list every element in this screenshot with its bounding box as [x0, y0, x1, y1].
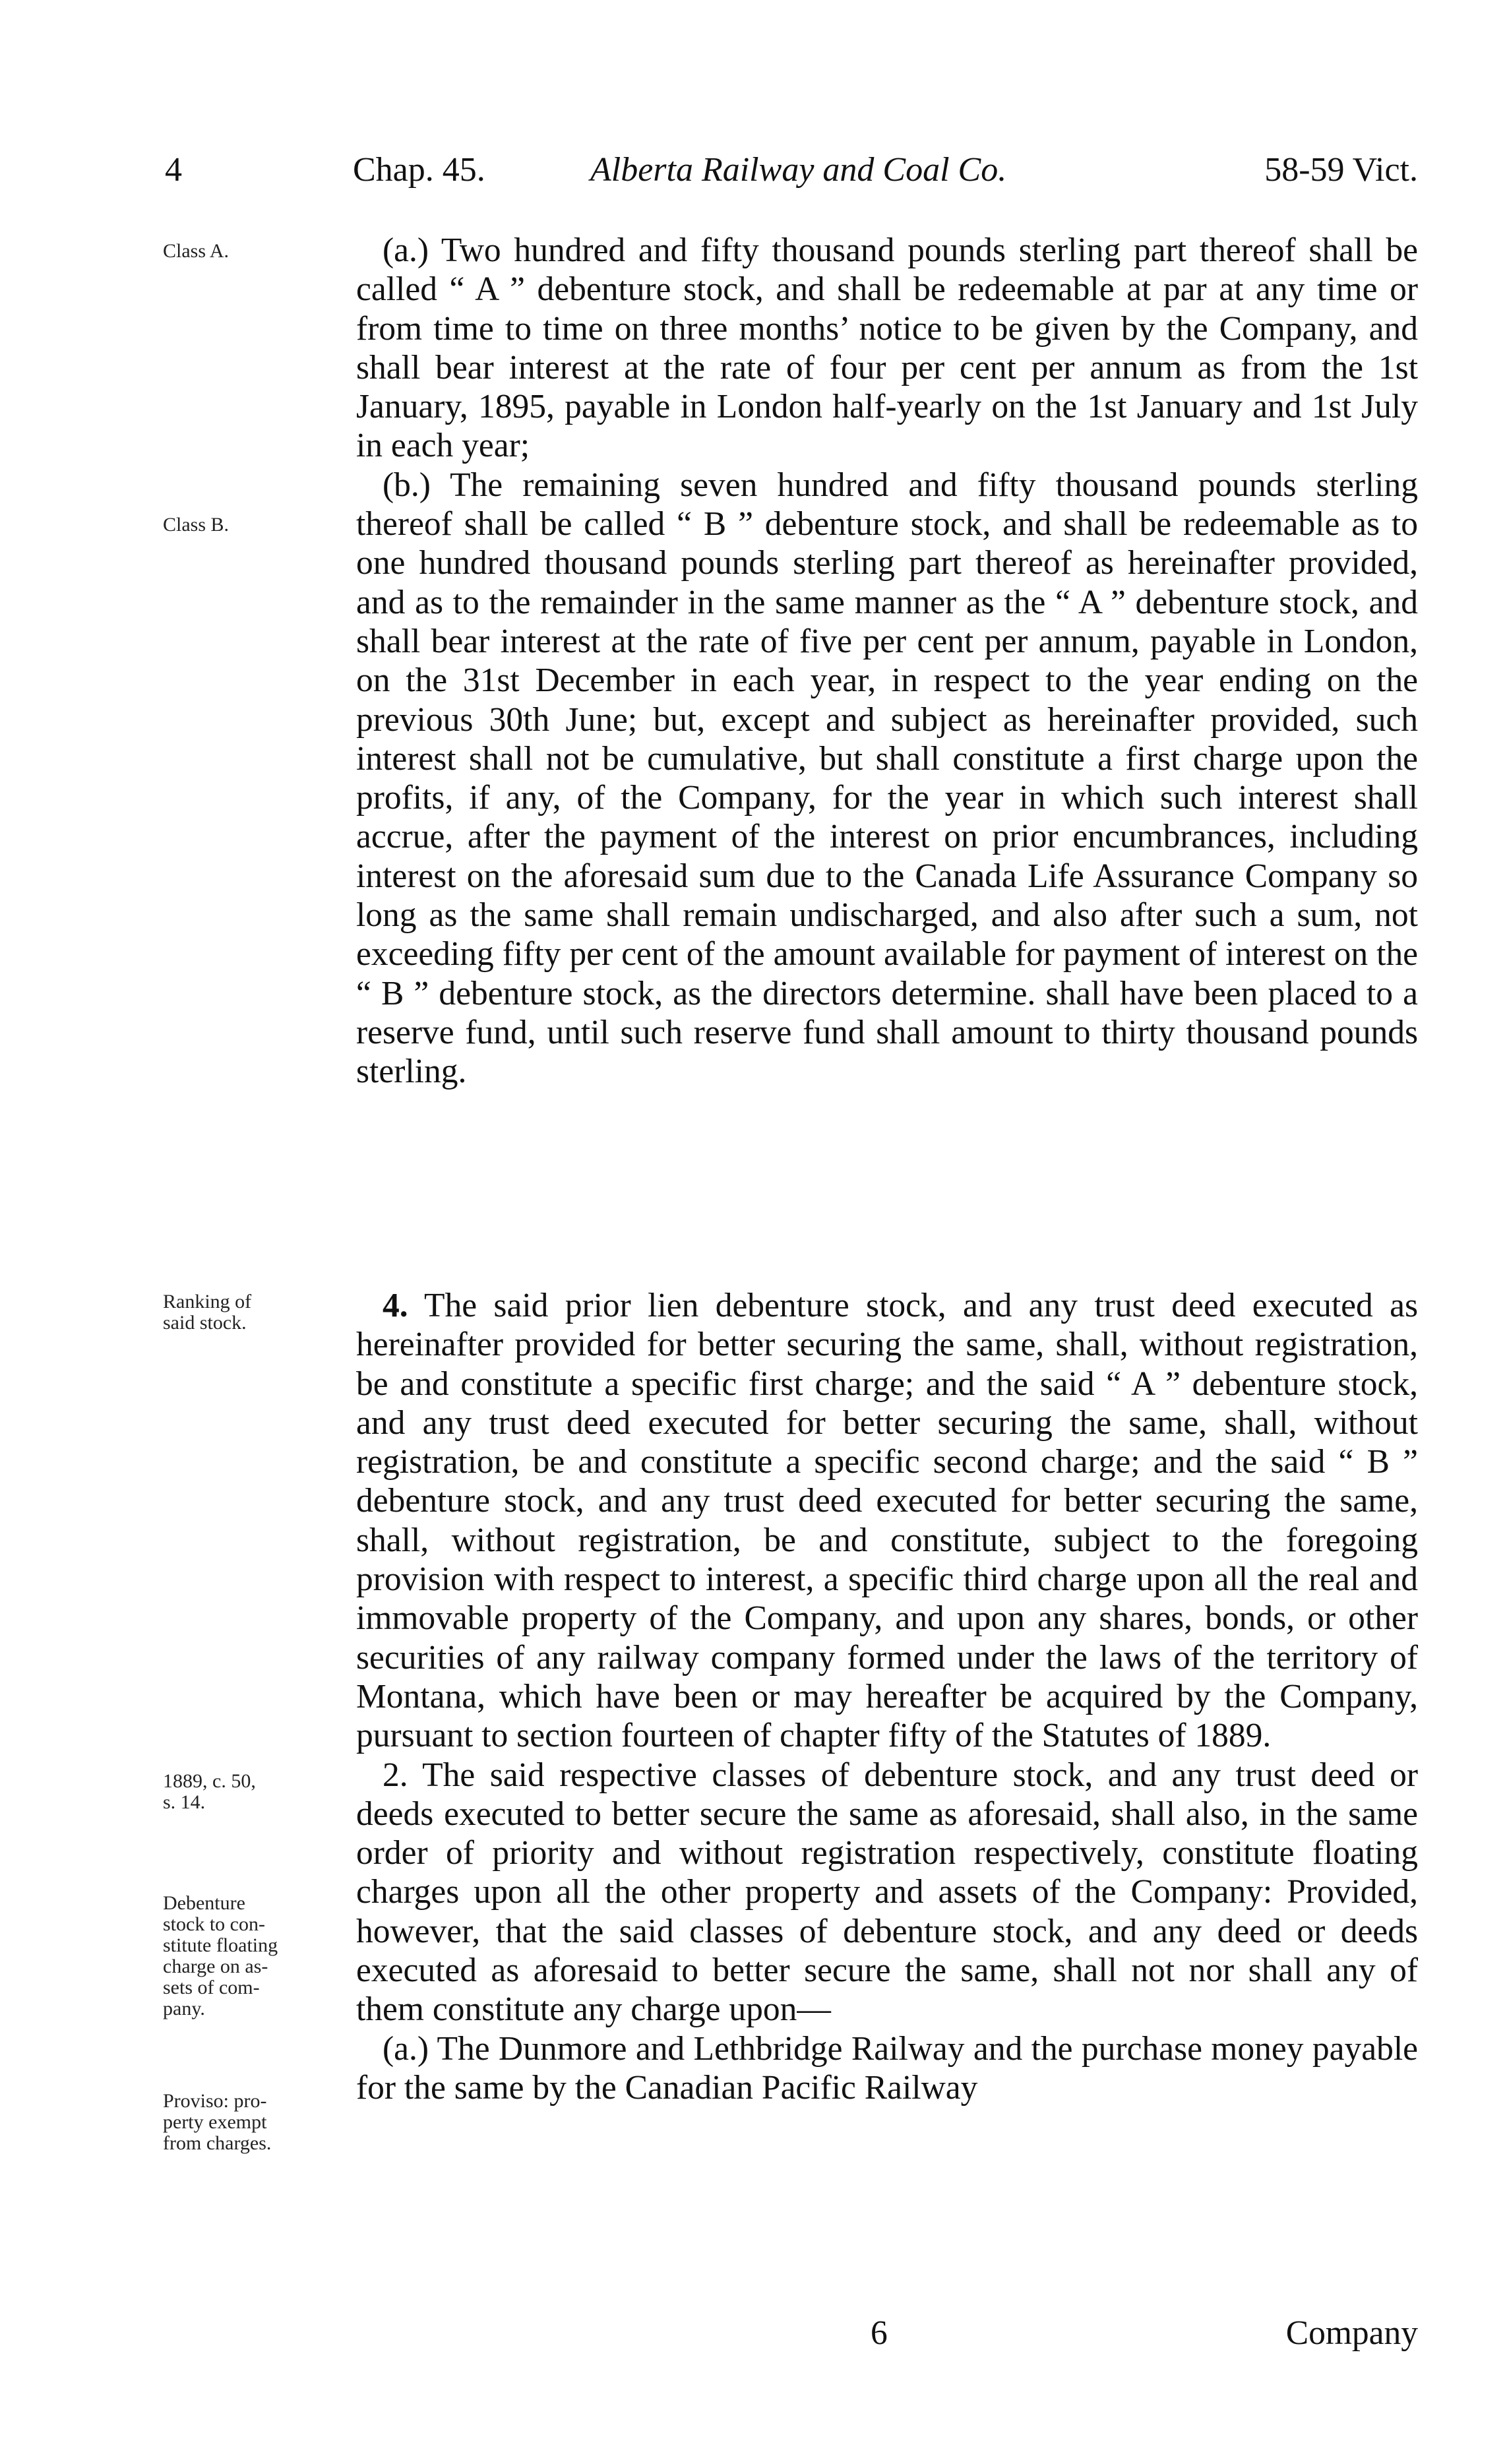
- chapter-label: Chap. 45.: [353, 151, 485, 189]
- subsection-2-a: (a.) The Dunmore and Lethbridge Railway and the purchase money payable for the same by the Canadian Pacific Railway: [356, 2029, 1418, 2107]
- section-number: 4.: [383, 1287, 408, 1324]
- margin-note-floating-charge: Debenture stock to con- stitute floating charge on as- sets of com- pany.: [163, 1892, 278, 2019]
- catchword: Company: [1285, 2314, 1418, 2352]
- body-text: [356, 231, 1418, 1092]
- page-number: 4: [165, 151, 182, 189]
- margin-note-ranking: Ranking of said stock.: [163, 1291, 252, 1334]
- margin-note-proviso: Proviso: pro- perty exempt from charges.: [163, 2090, 272, 2154]
- margin-note-class-a: Class A.: [163, 240, 230, 262]
- margin-note-statute-ref: 1889, c. 50, s. 14.: [163, 1770, 256, 1813]
- section-4-text: The said prior lien debenture stock, and any trust deed executed as hereinafter provided for better securing the same, shall, without registration, be and constitute a specific first charge; and the said “ A ” debenture stock, and any trust deed executed for better securing the same, shall, without registration, be and constitute a specific second charge; and the said “ B ” debenture stock, and any trust deed executed for better securing the same, shall, without registration, be and constitute, subject to the foregoing provision with respect to interest, a specific third charge upon all the real and immovable property of the Company, and upon any shares, bonds, or other securities of any railway company formed under the laws of the territory of Montana, which have been or may hereafter be acquired by the Company, pursuant to section fourteen of chapter fifty of the Statutes of 1889.: [356, 1287, 1418, 1755]
- paragraph-class-b: (b.) The remaining seven hundred and fifty thousand pounds sterling thereof shall be called “ B ” debenture stock, and shall be redeemable as to one hundred thousand pounds sterling part thereof as hereinafter provided, and as to the remainder in the same manner as the “ A ” debenture stock, and shall bear interest at the rate of five per cent per annum, payable in London, on the 31st December in each year, in respect to the year ending on the previous 30th June; but, except and subject as hereinafter provided, such interest shall not be cumulative, but shall constitute a first charge upon the profits, if any, of the Company, for the year in which such interest shall accrue, after the payment of the interest on prior encumbrances, including interest on the aforesaid sum due to the Canada Life Assurance Company so long as the same shall remain undischarged, and also after such a sum, not exceeding fifty per cent of the amount available for payment of interest on the “ B ” debenture stock, as the directors determine. shall have been placed to a reserve fund, until such reserve fund shall amount to thirty thousand pounds sterling.: [356, 466, 1418, 1091]
- paragraph-class-a: (a.) Two hundred and fifty thousand pounds sterling part thereof shall be called “ A ” debenture stock, and shall be redeemable at par at any time or from time to time on three months’ notice to be given by the Company, and shall bear interest at the rate of four per cent per annum as from the 1st January, 1895, payable in London half-yearly on the 1st January and 1st July in each year;: [356, 231, 1418, 465]
- act-title: Alberta Railway and Coal Co.: [590, 151, 1007, 189]
- signature-mark: 6: [871, 2314, 888, 2352]
- subsection-2: 2. The said respective classes of debenture stock, and any trust deed or deeds executed to better secure the same as aforesaid, shall also, in the same order of priority and without registration respectively, constitute floating charges upon all the other property and assets of the Company: Provided, however, that the said classes of debenture stock, and any deed or deeds executed as aforesaid to better secure the same, shall not nor shall any of them constitute any charge upon—: [356, 1756, 1418, 2029]
- margin-note-class-b: Class B.: [163, 514, 230, 536]
- regnal-year: 58-59 Vict.: [1264, 151, 1418, 189]
- running-header: [165, 150, 1418, 197]
- section-4: [356, 1286, 1418, 2107]
- section-4-paragraph: [356, 1286, 1418, 1756]
- page-footer: [356, 2314, 1418, 2353]
